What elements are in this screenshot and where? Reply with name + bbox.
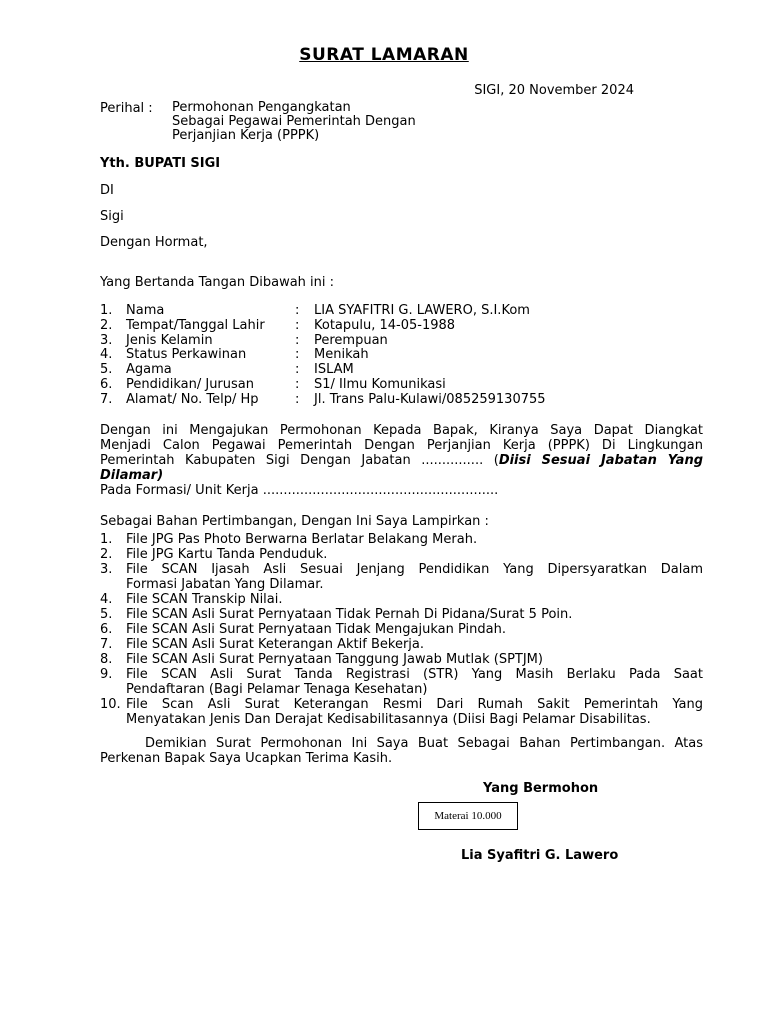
item-number: 5. — [100, 607, 113, 622]
item-number: 3. — [100, 562, 113, 577]
identity-row — [100, 377, 660, 392]
recipient-place: Sigi — [100, 209, 124, 224]
request-line-position — [100, 453, 703, 468]
row-label: Agama — [126, 362, 172, 378]
item-number: 1. — [100, 532, 113, 547]
identity-row — [100, 333, 660, 348]
list-item — [100, 562, 703, 592]
item-text: Menyatakan Jenis Dan Derajat Kedisabilitasannya (Diisi Bagi Pelamar Disabilitas. — [126, 712, 651, 727]
item-text: File SCAN Asli Surat Keterangan Aktif Bekerja. — [126, 637, 425, 652]
list-item — [100, 607, 703, 622]
row-colon: : — [295, 347, 300, 363]
row-value: Kotapulu, 14-05-1988 — [314, 317, 456, 333]
item-text: Formasi Jabatan Yang Dilamar. — [126, 577, 324, 592]
list-item — [100, 637, 703, 652]
closing-line: Demikian Surat Permohonan Ini Saya Buat Sebagai Bahan Pertimbangan. Atas — [145, 736, 703, 751]
stamp-box: Materai 10.000 — [418, 802, 518, 830]
row-label: Alamat/ No. Telp/ Hp — [126, 391, 259, 407]
recipient-di: DI — [100, 183, 114, 198]
row-colon: : — [295, 391, 300, 407]
identity-table — [100, 303, 660, 407]
row-value: LIA SYAFITRI G. LAWERO, S.I.Kom — [314, 303, 530, 318]
row-label: Jenis Kelamin — [126, 332, 213, 348]
subject-line: Perjanjian Kerja (PPPK) — [172, 128, 320, 143]
item-number: 2. — [100, 547, 113, 562]
identity-row — [100, 362, 660, 377]
item-number: 7. — [100, 637, 113, 652]
greeting: Dengan Hormat, — [100, 235, 208, 250]
subject-line: Permohonan Pengangkatan — [172, 100, 351, 115]
row-value: Perempuan — [314, 332, 388, 348]
row-number: 6. — [100, 376, 113, 392]
list-item — [100, 592, 703, 607]
row-number: 5. — [100, 362, 113, 378]
item-text: File SCAN Ijasah Asli Sesuai Jenjang Pendidikan Yang Dipersyaratkan Dalam — [126, 562, 703, 577]
identity-row — [100, 347, 660, 362]
letter-title-text: SURAT LAMARAN — [299, 45, 469, 65]
item-text: File JPG Pas Photo Berwarna Berlatar Belakang Merah. — [126, 532, 478, 547]
attachments-list — [100, 532, 703, 727]
position-hint-end: Dilamar) — [100, 468, 164, 483]
closing-line: Perkenan Bapak Saya Ucapkan Terima Kasih. — [100, 751, 393, 766]
request-line: Menjadi Calon Pegawai Pemerintah Dengan Perjanjian Kerja (PPPK) Di Lingkungan — [100, 438, 703, 453]
identity-row — [100, 303, 660, 318]
place-date: SIGI, 20 November 2024 — [474, 83, 634, 98]
row-number: 4. — [100, 347, 113, 363]
list-item — [100, 532, 703, 547]
list-item — [100, 652, 703, 667]
row-number: 1. — [100, 303, 113, 318]
list-item — [100, 667, 703, 697]
letter-title — [0, 45, 768, 65]
item-number: 8. — [100, 652, 113, 667]
subject-lines — [172, 101, 572, 143]
identity-row — [100, 392, 660, 407]
closing-paragraph — [100, 736, 703, 766]
row-colon: : — [295, 362, 300, 378]
list-item — [100, 622, 703, 637]
row-value: ISLAM — [314, 362, 354, 378]
item-text: File SCAN Asli Surat Tanda Registrasi (STR) Yang Masih Berlaku Pada Saat — [126, 667, 703, 682]
request-line: Dengan ini Mengajukan Permohonan Kepada Bapak, Kiranya Saya Dapat Diangkat — [100, 423, 703, 438]
row-colon: : — [295, 376, 300, 392]
list-item — [100, 697, 703, 727]
row-value: S1/ Ilmu Komunikasi — [314, 376, 446, 392]
signer-name: Lia Syafitri G. Lawero — [461, 848, 619, 863]
row-colon: : — [295, 332, 300, 348]
item-text: File SCAN Asli Surat Pernyataan Tidak Mengajukan Pindah. — [126, 622, 506, 637]
item-number: 9. — [100, 667, 113, 682]
list-item — [100, 547, 703, 562]
item-text: File SCAN Transkip Nilai. — [126, 592, 283, 607]
intro-text: Yang Bertanda Tangan Dibawah ini : — [100, 275, 335, 290]
row-number: 2. — [100, 317, 113, 333]
position-hint: Diisi Sesuai Jabatan Yang — [498, 453, 703, 468]
item-text: Pendaftaran (Bagi Pelamar Tenaga Kesehatan) — [126, 682, 428, 697]
row-number: 7. — [100, 391, 113, 407]
subject-line: Sebagai Pegawai Pemerintah Dengan — [172, 114, 416, 129]
item-number: 10. — [100, 697, 121, 712]
request-line-text: Pemerintah Kabupaten Sigi Dengan Jabatan ............... ( — [100, 453, 499, 468]
row-colon: : — [295, 317, 300, 333]
row-label: Status Perkawinan — [126, 347, 247, 363]
item-text: File SCAN Asli Surat Pernyataan Tidak Pernah Di Pidana/Surat 5 Poin. — [126, 607, 573, 622]
row-colon: : — [295, 303, 300, 318]
row-number: 3. — [100, 332, 113, 348]
row-label: Tempat/Tanggal Lahir — [126, 317, 265, 333]
item-number: 6. — [100, 622, 113, 637]
item-text: File JPG Kartu Tanda Penduduk. — [126, 547, 328, 562]
item-text: File Scan Asli Surat Keterangan Resmi Dari Rumah Sakit Pemerintah Yang — [126, 697, 703, 712]
recipient-title: Yth. BUPATI SIGI — [100, 156, 221, 171]
row-label: Pendidikan/ Jurusan — [126, 376, 254, 392]
request-line — [100, 468, 703, 483]
row-value: Jl. Trans Palu-Kulawi/085259130755 — [314, 391, 546, 407]
item-text: File SCAN Asli Surat Pernyataan Tanggung Jawab Mutlak (SPTJM) — [126, 652, 543, 667]
row-value: Menikah — [314, 347, 369, 363]
item-number: 4. — [100, 592, 113, 607]
subject-label: Perihal : — [100, 101, 153, 116]
formation-line: Pada Formasi/ Unit Kerja ......................................................... — [100, 483, 499, 498]
identity-row — [100, 318, 660, 333]
signature-label: Yang Bermohon — [483, 781, 599, 796]
attachments-intro: Sebagai Bahan Pertimbangan, Dengan Ini Saya Lampirkan : — [100, 514, 489, 529]
request-paragraph — [100, 423, 703, 498]
row-label: Nama — [126, 303, 165, 318]
